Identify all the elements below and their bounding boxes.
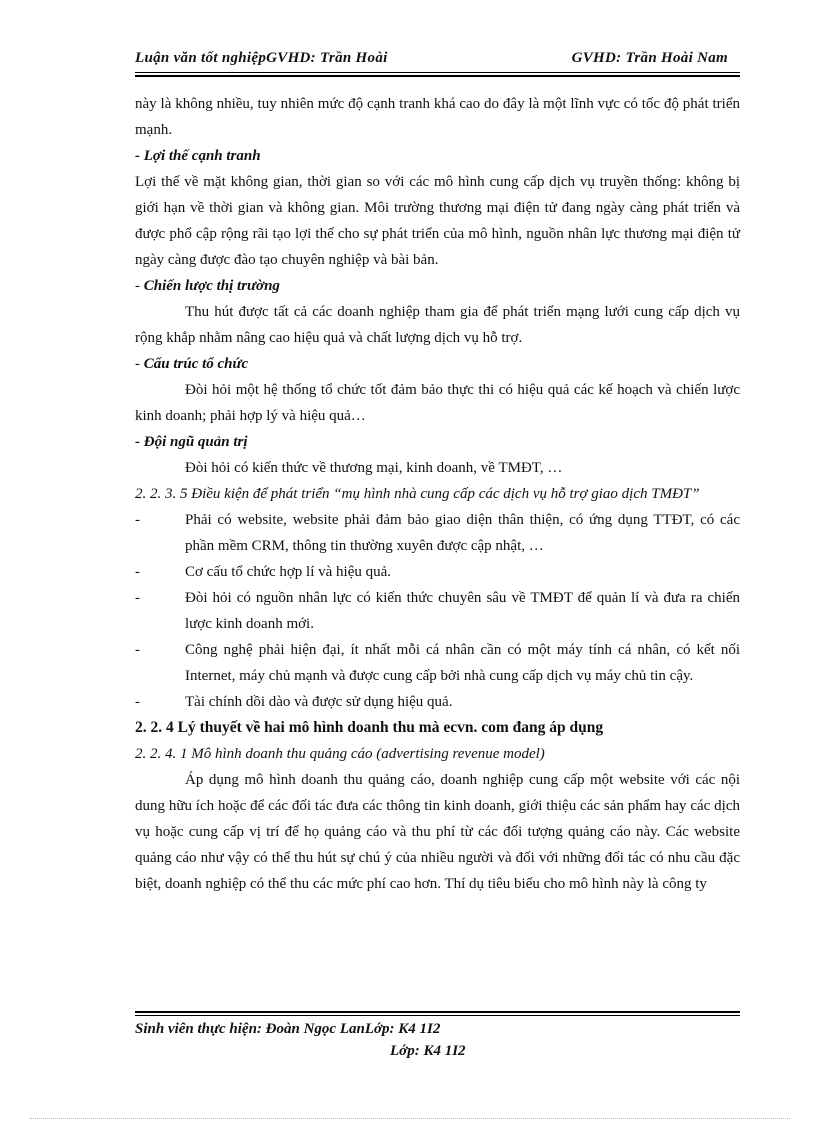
paragraph-competitive-advantage: Lợi thế về mặt không gian, thời gian so với các mô hình cung cấp dịch vụ truyền thống: không bị giới hạn về thời gian và không gian. Môi trường thương mại điện tử đang ngày càng phát triển và được phổ cập rộng rãi tạo lợi thế cho sự phát triển của mô hình, nguồn nhân lực thương mại điện tử ngày càng được đào tạo chuyên nghiệp và bài bản. — [135, 174, 740, 268]
footer-double-rule — [135, 1011, 740, 1016]
header-left-text: Luận văn tốt nghiệpGVHD: Trần Hoài — [135, 50, 388, 66]
heading-management-team: - Đội ngũ quản trị — [135, 434, 248, 450]
list-item-text: Công nghệ phải hiện đại, ít nhất mỗi cá nhân cần có một máy tính cá nhân, có kết nối Internet, máy chủ mạnh và được cung cấp bởi nhà cung cấp dịch vụ máy chủ tin cậy. — [185, 642, 740, 684]
list-bullet: - — [135, 642, 140, 658]
paragraph-advertising-model: Áp dụng mô hình doanh thu quảng cáo, doanh nghiệp cung cấp một website với các nội dung hữu ích hoặc để các đối tác đưa các thông tin kinh doanh, giới thiệu các sản phẩm hay các dịch vụ hoặc cung cấp vị trí để họ quảng cáo và thu phí từ các đối tượng quảng cáo này. Các website quảng cáo như vậy có thể thu hút sự chú ý của nhiều người và đối với những đối tác có nhu cầu đặc biệt, doanh nghiệp có thể thu các mức phí cao hơn. Thí dụ tiêu biểu cho mô hình này là công ty — [135, 772, 740, 892]
list-item — [135, 585, 740, 637]
page-header — [135, 50, 740, 70]
list-item-text: Cơ cấu tổ chức hợp lí và hiệu quả. — [185, 564, 392, 580]
paragraph-management-team: Đòi hỏi có kiến thức về thương mại, kinh doanh, về TMĐT, … — [185, 460, 563, 476]
section-heading-224: 2. 2. 4 Lý thuyết về hai mô hình doanh thu mà ecvn. com đang áp dụng — [135, 719, 604, 736]
list-bullet: - — [135, 590, 140, 606]
footer-class-line: Lớp: K4 1I2 — [390, 1043, 466, 1059]
list-bullet: - — [135, 564, 140, 580]
heading-market-strategy-text: Chiến lược thị trường — [143, 278, 280, 294]
list-item-text: Tài chính dồi dào và được sử dụng hiệu quả. — [185, 694, 453, 710]
heading-prefix: - — [135, 356, 144, 372]
footer-student-line: Sinh viên thực hiện: Đoàn Ngọc LanLớp: K4 1I2 — [135, 1021, 441, 1037]
list-item-text: Đòi hỏi có nguồn nhân lực có kiến thức chuyên sâu về TMĐT để quản lí và đưa ra chiến lược kinh doanh mới. — [185, 590, 740, 632]
list-bullet: - — [135, 512, 140, 528]
list-item — [135, 507, 740, 559]
list-item-text: Phải có website, website phải đảm bảo giao diện thân thiện, có ứng dụng TTĐT, có các phần mềm CRM, thông tin thường xuyên được cập nhật, … — [185, 512, 740, 554]
paragraph-org-structure: Đòi hỏi một hệ thống tổ chức tốt đảm bảo thực thi có hiệu quả các kế hoạch và chiến lược kinh doanh; phải hợp lý và hiệu quả… — [135, 382, 740, 424]
heading-market-strategy — [135, 273, 740, 299]
header-double-rule — [135, 72, 740, 77]
list-item — [135, 559, 740, 585]
section-heading-2241: 2. 2. 4. 1 Mô hình doanh thu quảng cáo (advertising revenue model) — [135, 746, 545, 762]
heading-competitive-advantage: - Lợi thế cạnh tranh — [135, 148, 261, 164]
paragraph-market-strategy: Thu hút được tất cả các doanh nghiệp tham gia để phát triển mạng lưới cung cấp dịch vụ rộng khắp nhằm nâng cao hiệu quả và chất lượng dịch vụ hỗ trợ. — [135, 304, 740, 346]
heading-org-structure-text: Cấu trúc tổ chức — [143, 356, 249, 372]
list-bullet: - — [135, 694, 140, 710]
paragraph-intro: này là không nhiều, tuy nhiên mức độ cạnh tranh khá cao do đây là một lĩnh vực có tốc độ phát triển mạnh. — [135, 96, 740, 138]
page-bottom-dotted-border — [30, 1118, 790, 1119]
heading-org-structure — [135, 351, 740, 377]
section-heading-2235: 2. 2. 3. 5 Điều kiện để phát triển “mụ hình nhà cung cấp các dịch vụ hỗ trợ giao dịch TMĐT” — [135, 486, 700, 502]
list-item — [135, 689, 740, 715]
list-item — [135, 637, 740, 689]
heading-prefix: - — [135, 278, 144, 294]
header-right-text: GVHD: Trần Hoài Nam — [571, 50, 728, 66]
page-body — [135, 91, 740, 897]
